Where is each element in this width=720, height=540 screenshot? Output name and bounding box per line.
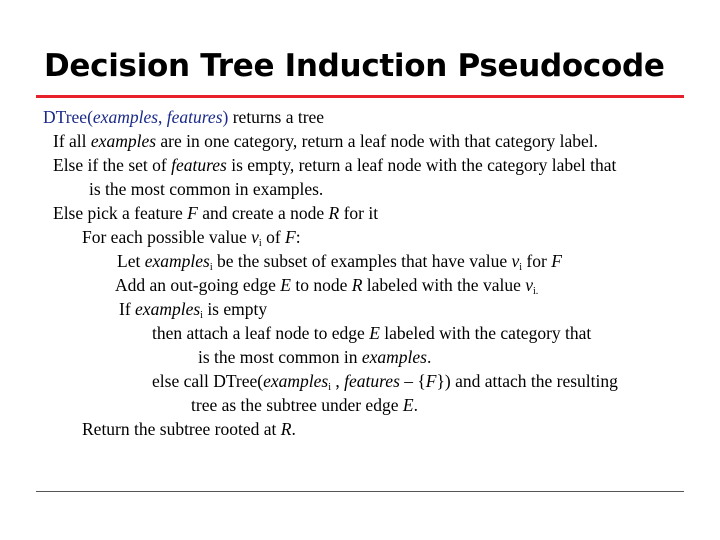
text-segment: is empty <box>202 299 268 319</box>
pseudocode-line-9 <box>119 297 267 321</box>
text-segment: Let <box>117 251 145 271</box>
text-segment: tree as the subtree under edge <box>191 395 403 415</box>
pseudocode-line-12 <box>152 369 618 393</box>
text-segment: – { <box>399 371 426 391</box>
var-F: F <box>187 203 198 223</box>
subscript-i: i <box>209 262 213 273</box>
var-E: E <box>402 395 414 415</box>
pseudocode-line-10 <box>152 321 591 345</box>
var-R: R <box>328 203 340 223</box>
var-E: E <box>280 275 291 295</box>
var-v: v <box>251 227 259 247</box>
param-close: ) <box>222 107 229 127</box>
text-segment: is the most common in examples. <box>89 179 324 199</box>
pseudocode-line-7 <box>117 249 562 273</box>
text-segment: labeled with the value <box>362 275 526 295</box>
slide-title: Decision Tree Induction Pseudocode <box>44 48 665 84</box>
text-segment: For each possible value <box>82 227 252 247</box>
var-E: E <box>369 323 380 343</box>
text-segment: If <box>119 299 136 319</box>
pseudocode-line-1 <box>43 105 324 129</box>
text-segment: : <box>295 227 301 247</box>
param-examples: examples <box>92 107 159 127</box>
function-name: DTree( <box>43 107 93 127</box>
pseudocode-line-4 <box>89 177 323 201</box>
text-segment: Add an out-going edge <box>115 275 281 295</box>
pseudocode-line-8 <box>115 273 538 297</box>
var-examples: examples <box>144 251 210 271</box>
pseudocode-line-2 <box>53 129 598 153</box>
var-examples: examples <box>263 371 329 391</box>
subscript-i: i <box>258 238 262 249</box>
title-underline <box>36 95 684 98</box>
text-segment: is the most common in <box>198 347 362 367</box>
text-segment: . <box>426 347 432 367</box>
text-segment: and create a node <box>197 203 329 223</box>
text-segment: then attach a leaf node to edge <box>152 323 370 343</box>
return-clause: returns a tree <box>228 107 325 127</box>
var-v: v <box>525 275 533 295</box>
text-segment: Else if the set of <box>53 155 172 175</box>
text-segment: be the subset of examples that have value <box>212 251 512 271</box>
subscript-i: i <box>519 262 523 273</box>
var-features: features <box>171 155 227 175</box>
var-examples: examples <box>361 347 427 367</box>
footer-divider <box>36 491 684 492</box>
text-segment: }) and attach the resulting <box>436 371 618 391</box>
var-examples: examples <box>90 131 157 151</box>
text-segment: If all <box>53 131 91 151</box>
var-features: features <box>344 371 400 391</box>
text-segment: , <box>331 371 345 391</box>
pseudocode-line-11 <box>198 345 431 369</box>
text-segment: of <box>261 227 286 247</box>
text-segment: . <box>291 419 296 439</box>
var-F: F <box>285 227 296 247</box>
text-segment: for it <box>339 203 379 223</box>
subscript-i: i. <box>533 286 539 297</box>
var-v: v <box>511 251 520 271</box>
pseudocode-line-3 <box>53 153 616 177</box>
param-separator: , <box>158 107 167 127</box>
var-F: F <box>551 251 562 271</box>
text-segment: . <box>413 395 418 415</box>
param-features: features <box>166 107 223 127</box>
text-segment: Return the subtree rooted at <box>82 419 281 439</box>
pseudocode-line-6 <box>82 225 301 249</box>
pseudocode-line-13 <box>191 393 418 417</box>
var-examples: examples <box>135 299 201 319</box>
text-segment: Else pick a feature <box>53 203 188 223</box>
var-F: F <box>425 371 437 391</box>
text-segment: to node <box>290 275 352 295</box>
text-segment: labeled with the category that <box>379 323 592 343</box>
pseudocode-line-14 <box>82 417 296 441</box>
text-segment: else call DTree( <box>152 371 264 391</box>
text-segment: is empty, return a leaf node with the category label that <box>226 155 617 175</box>
text-segment: are in one category, return a leaf node with that category label. <box>156 131 599 151</box>
text-segment: for <box>522 251 552 271</box>
subscript-i: i <box>200 310 203 321</box>
pseudocode-line-5 <box>53 201 378 225</box>
subscript-i: i <box>328 382 332 393</box>
var-R: R <box>351 275 363 295</box>
var-R: R <box>280 419 292 439</box>
